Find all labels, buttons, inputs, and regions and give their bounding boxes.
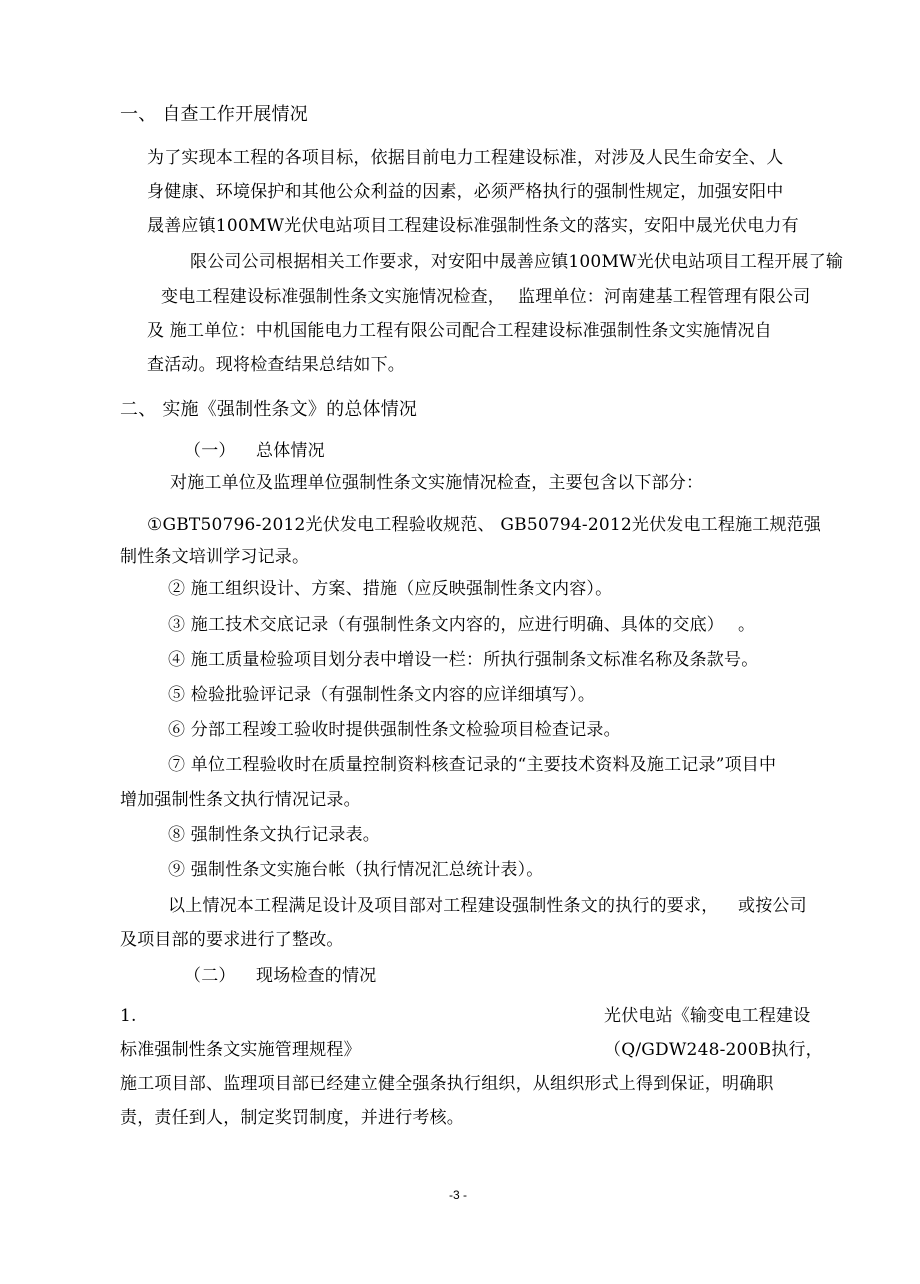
paragraph-1-line-a: 光伏电站《输变电工程建设 [604,1006,811,1026]
summary-line-c: 及项目部的要求进行了整改。 [120,930,344,950]
list-item-7b: 增加强制性条文执行情况记录。 [120,790,361,810]
section-1-line-3b: 安阳中晟光伏电力有 [644,216,799,236]
list-item-8: ⑧ 强制性条文执行记录表。 [168,825,381,845]
section-1-line-1: 为了实现本工程的各项目标，依据目前电力工程建设标准，对涉及人民生命安全、人 [147,148,784,168]
summary-line-a: 以上情况本工程满足设计及项目部对工程建设强制性条文的执行的要求， [168,896,719,916]
page-number: -3 - [449,1188,467,1202]
section-2-heading: 二、 实施《强制性条文》的总体情况 [120,399,418,420]
paragraph-1-line-d: 施工项目部、监理项目部已经建立健全强条执行组织，从组织形式上得到保证，明确职 [120,1074,774,1094]
list-item-9: ⑨ 强制性条文实施台帐（执行情况汇总统计表）。 [168,860,544,880]
section-1-line-5b: 监理单位：河南建基工程管理有限公司 [518,287,811,307]
section-2-intro: 对施工单位及监理单位强制性条文实施情况检查，主要包含以下部分： [170,473,704,493]
paragraph-1-number: 1. [120,1006,137,1026]
subsection-1-label: （一） [184,441,236,461]
subsection-1-title: 总体情况 [256,441,325,461]
list-item-4: ④ 施工质量检验项目划分表中增设一栏：所执行强制条文标准名称及条款号。 [168,650,759,670]
summary-line-b: 或按公司 [738,896,807,916]
subsection-2-label: （二） [184,966,236,986]
list-item-3b: 。 [738,615,756,635]
list-item-5: ⑤ 检验批验评记录（有强制性条文内容的应详细填写）。 [168,685,596,705]
list-item-1b: 制性条文培训学习记录。 [120,547,310,567]
section-1-line-3: 晟善应镇100MW光伏电站项目工程建设标准强制性条文的落实， [147,216,646,236]
subsection-2-title: 现场检查的情况 [256,966,377,986]
list-item-3a: ③ 施工技术交底记录（有强制性条文内容的，应进行明确、具体的交底） [168,615,725,635]
section-1-line-7: 查活动。现将检查结果总结如下。 [147,355,405,375]
section-1-line-2: 身健康、环境保护和其他公众利益的因素，必须严格执行的强制性规定，加强安阳中 [147,182,784,202]
section-1-heading: 一、 自查工作开展情况 [120,104,308,125]
list-item-2: ② 施工组织设计、方案、措施（应反映强制性条文内容）。 [168,579,613,599]
section-1-line-5: 变电工程建设标准强制性条文实施情况检查， [161,287,505,307]
list-item-7a: ⑦ 单位工程验收时在质量控制资料核查记录的“主要技术资料及施工记录”项目中 [168,755,777,775]
section-1-line-6: 及 施工单位：中机国能电力工程有限公司配合工程建设标准强制性条文实施情况自 [147,321,772,341]
section-1-line-4: 限公司公司根据相关工作要求，对安阳中晟善应镇100MW光伏电站项目工程开展了输 [190,252,844,272]
paragraph-1-line-c: （Q/GDW248-200B执行， [604,1040,823,1060]
paragraph-1-line-b: 标准强制性条文实施管理规程》 [120,1040,361,1060]
paragraph-1-line-e: 责，责任到人，制定奖罚制度，并进行考核。 [120,1108,464,1128]
list-item-6: ⑥ 分部工程竣工验收时提供强制性条文检验项目检查记录。 [168,720,621,740]
list-item-1a: ①GBT50796-2012光伏发电工程验收规范、 GB50794-2012光伏发电工程施工规范强 [147,515,822,535]
